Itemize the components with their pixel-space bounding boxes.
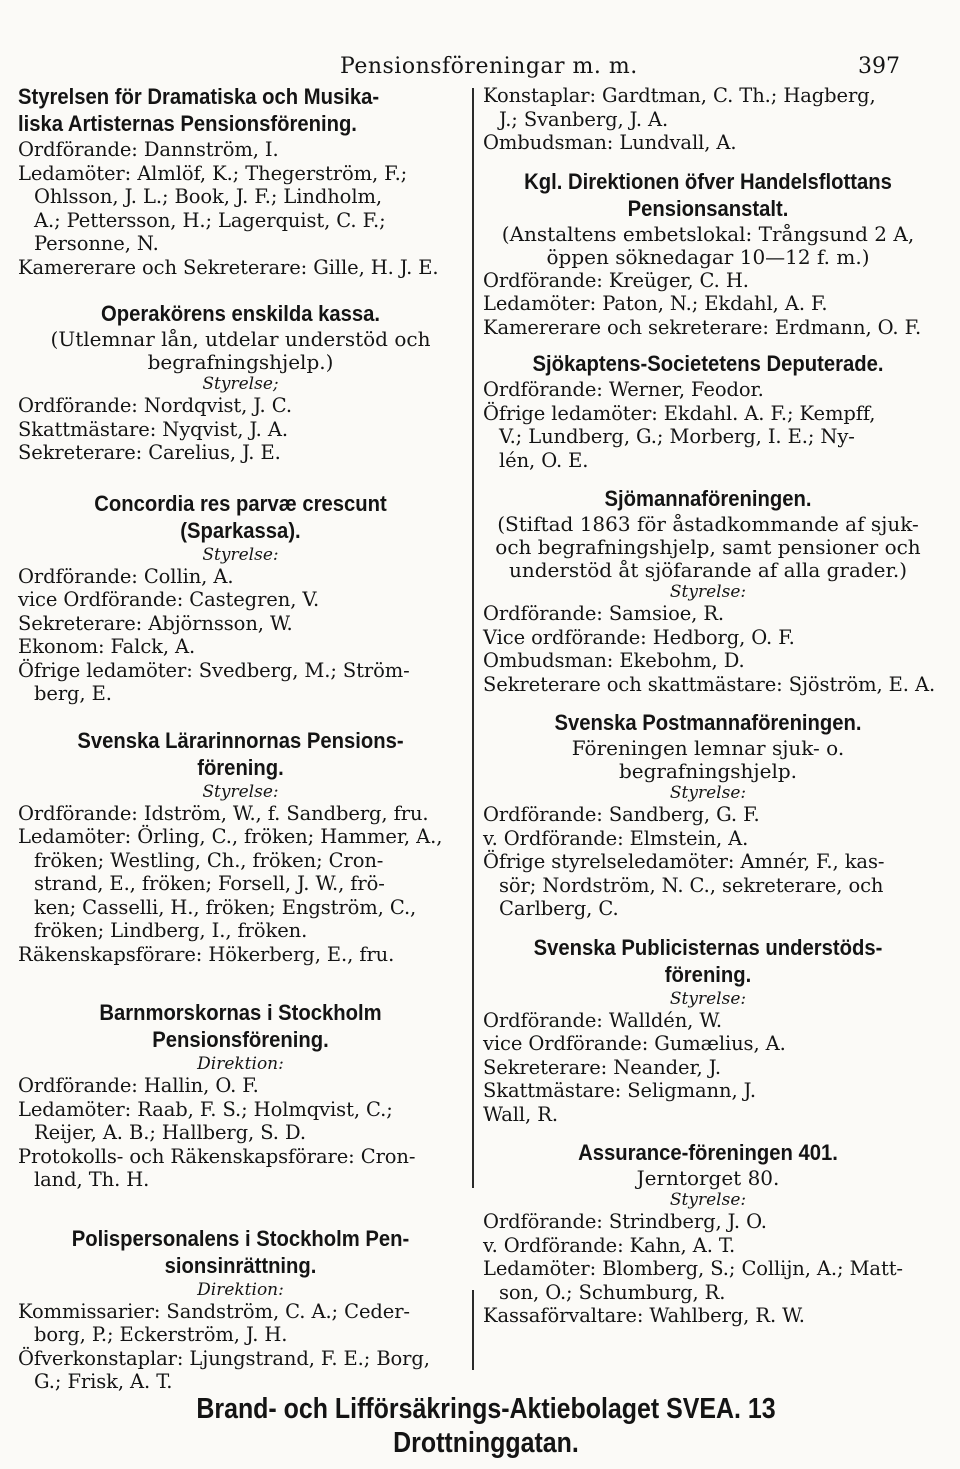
entry-note: Föreningen lemnar sjuk- o. begrafningshjelp. xyxy=(571,736,845,783)
entry-line: v. Ordförande: Kahn, A. T. xyxy=(483,1233,736,1257)
entry-line: Kassaförvaltare: Wahlberg, R. W. xyxy=(483,1304,805,1327)
entry-heading: (Sparkassa). xyxy=(180,517,301,543)
entry-block xyxy=(483,935,933,1127)
entry-block xyxy=(18,1226,463,1394)
entry-heading: Pensionsförening. xyxy=(152,1027,329,1052)
entry-line: land, Th. H. xyxy=(34,1168,150,1191)
entry-line: vice Ordförande: Castegren, V. xyxy=(18,588,320,611)
entry-block xyxy=(18,1000,463,1192)
entry-heading: Svenska Postmannaföreningen. xyxy=(554,710,862,735)
entry-line: G.; Frisk, A. T. xyxy=(34,1370,173,1393)
entry-line: Ordförande: Idström, W., f. Sandberg, fru. xyxy=(18,801,429,825)
board-label: Styrelse: xyxy=(669,783,747,803)
entry-line: Ledamöter: Paton, N.; Ekdahl, A. F. xyxy=(483,292,828,315)
entry-block xyxy=(483,486,936,696)
running-title: Pensionsföreningar m. m. xyxy=(340,54,638,79)
entry-line: Öfrige ledamöter: Ekdahl. A. F.; Kempff, xyxy=(483,401,876,425)
entry-block xyxy=(18,301,463,465)
entry-note: och begrafningshjelp, samt pensioner och xyxy=(495,535,921,559)
entry-line: sör; Nordström, N. C., sekreterare, och xyxy=(499,873,884,897)
entry-line: Ledamöter: Örling, C., fröken; Hammer, A., xyxy=(18,825,443,848)
entry-line: Ordförande: Hallin, O. F. xyxy=(18,1074,259,1097)
entry-line: Sekreterare: Abjörnsson, W. xyxy=(18,611,293,635)
entry-line: Ombudsman: Ekebohm, D. xyxy=(483,649,745,672)
entry-line: Sekreterare: Neander, J. xyxy=(483,1055,722,1079)
entry-line: Ledamöter: Almlöf, K.; Thegerström, F.; xyxy=(18,161,408,185)
entry-line: Protokolls- och Räkenskapsförare: Cron- xyxy=(18,1144,416,1168)
page-header xyxy=(0,48,960,82)
entry-line: lén, O. E. xyxy=(499,448,589,472)
entry-line: berg, E. xyxy=(34,682,112,705)
entry-line: A.; Pettersson, H.; Lagerquist, C. F.; xyxy=(34,208,386,232)
entry-note: (Utlemnar lån, utdelar understöd och xyxy=(50,327,431,351)
entry-line: Kommissarier: Sandström, C. A.; Ceder- xyxy=(18,1299,410,1323)
entry-line: Konstaplar: Gardtman, C. Th.; Hagberg, xyxy=(483,84,876,107)
entry-heading: Operakörens enskilda kassa. xyxy=(100,301,381,326)
entry-line: Ledamöter: Blomberg, S.; Collijn, A.; Matt- xyxy=(483,1257,903,1280)
entry-line: Ombudsman: Lundvall, A. xyxy=(483,131,737,154)
board-label: Styrelse: xyxy=(669,988,747,1009)
entry-line: Öfverkonstaplar: Ljungstrand, F. E.; Borg, xyxy=(18,1346,430,1370)
entry-line: borg, P.; Eckerström, J. H. xyxy=(34,1323,288,1346)
entry-block xyxy=(483,84,933,155)
entry-note: Jerntorget 80. xyxy=(636,1166,780,1190)
entry-line: Kamererare och Sekreterare: Gille, H. J. E. xyxy=(18,255,439,279)
entry-heading: Svenska Publicisternas understöds- xyxy=(533,934,883,960)
entry-line: Ordförande: Strindberg, J. O. xyxy=(483,1210,767,1233)
entry-heading: liska Artisternas Pensionsförening. xyxy=(18,111,357,136)
entry-line: Ordförande: Dannström, I. xyxy=(18,138,279,161)
entry-line: Personne, N. xyxy=(34,232,159,255)
entry-line: Sekreterare och skattmästare: Sjöström, E. A. xyxy=(483,672,936,696)
entry-heading: Styrelsen för Dramatiska och Musika- xyxy=(18,84,380,109)
entry-block xyxy=(18,728,463,967)
column-divider-lower xyxy=(472,1290,474,1370)
entry-line: Ohlsson, J. L.; Book, J. F.; Lindholm, xyxy=(34,185,382,208)
entry-line: Ordförande: Samsioe, R. xyxy=(483,602,725,625)
entry-line: son, O.; Schumburg, R. xyxy=(499,1280,726,1304)
entry-block xyxy=(483,1140,933,1328)
board-label: Styrelse: xyxy=(202,781,279,802)
entry-line: fröken; Westling, Ch., fröken; Cron- xyxy=(34,848,384,872)
entry-line: Ekonom: Falck, A. xyxy=(18,635,196,658)
entry-line: Vice ordförande: Hedborg, O. F. xyxy=(483,625,795,649)
column-divider xyxy=(472,88,474,1188)
entry-note: understöd åt sjöfarande af alla grader.) xyxy=(508,558,908,582)
entry-heading: Sjökaptens-Societetens Deputerade. xyxy=(532,351,884,376)
entry-block xyxy=(483,710,933,921)
entry-line: Sekreterare: Carelius, J. E. xyxy=(18,441,281,464)
entry-line: v. Ordförande: Elmstein, A. xyxy=(483,826,749,850)
entry-line: Ordförande: Collin, A. xyxy=(18,564,234,588)
entry-line: fröken; Lindberg, I., fröken. xyxy=(34,919,308,942)
entry-block xyxy=(483,169,933,340)
entry-line: Ordförande: Werner, Feodor. xyxy=(483,378,764,401)
entry-block xyxy=(483,351,933,472)
board-label: Direktion: xyxy=(197,1054,284,1074)
entry-heading: Pensionsanstalt. xyxy=(627,195,789,221)
entry-heading: Sjömannaföreningen. xyxy=(604,486,812,511)
left-column xyxy=(18,84,463,1402)
board-label: Direktion: xyxy=(197,1279,284,1300)
entry-heading: förening. xyxy=(197,754,284,780)
entry-line: Skattmästare: Nyqvist, J. A. xyxy=(18,417,288,441)
entry-line: Ordförande: Sandberg, G. F. xyxy=(483,803,760,826)
entry-line: Ledamöter: Raab, F. S.; Holmqvist, C.; xyxy=(18,1097,393,1121)
entry-line: Skattmästare: Seligmann, J. xyxy=(483,1079,756,1102)
entry-heading: sionsinrättning. xyxy=(164,1252,317,1278)
board-label: Styrelse; xyxy=(202,374,279,394)
entry-heading: Assurance-föreningen 401. xyxy=(578,1140,838,1165)
entry-block xyxy=(18,84,463,279)
entry-heading: förening. xyxy=(664,961,752,987)
entry-heading: Polispersonalens i Stockholm Pen- xyxy=(71,1225,410,1251)
entry-line: Räkenskapsförare: Hökerberg, E., fru. xyxy=(18,942,395,966)
entry-line: Wall, R. xyxy=(483,1102,558,1126)
entry-line: Carlberg, C. xyxy=(499,897,619,920)
board-label: Styrelse: xyxy=(669,582,747,602)
entry-block xyxy=(18,491,463,706)
entry-heading: Kgl. Direktionen öfver Handelsflottans xyxy=(524,168,892,194)
entry-line: Öfrige styrelseledamöter: Amnér, F., kas- xyxy=(483,850,885,873)
board-label: Styrelse: xyxy=(202,544,279,565)
entry-line: V.; Lundberg, G.; Morberg, I. E.; Ny- xyxy=(499,425,855,448)
entry-heading: Barnmorskornas i Stockholm xyxy=(99,1000,382,1025)
entry-line: vice Ordförande: Gumælius, A. xyxy=(483,1032,786,1055)
entry-note: (Anstaltens embetslokal: Trångsund 2 A, xyxy=(501,221,915,246)
board-label: Styrelse: xyxy=(669,1190,747,1210)
entry-line: Öfrige ledamöter: Svedberg, M.; Ström- xyxy=(18,658,410,682)
entry-line: Ordförande: Kreüger, C. H. xyxy=(483,268,749,292)
entry-note: (Stiftad 1863 för åstadkommande af sjuk- xyxy=(497,512,919,536)
entry-line: Kamererare och sekreterare: Erdmann, O. F. xyxy=(483,315,922,339)
entry-line: Ordförande: Nordqvist, J. C. xyxy=(18,394,292,417)
entry-line: strand, E., fröken; Forsell, J. W., frö- xyxy=(34,872,385,895)
entry-line: Ordförande: Walldén, W. xyxy=(483,1008,723,1032)
entry-heading: Svenska Lärarinnornas Pensions- xyxy=(77,727,404,753)
entry-note: öppen söknedagar 10—12 f. m.) xyxy=(546,244,870,269)
entry-heading: Concordia res parvæ crescunt xyxy=(94,490,387,516)
entry-line: Reijer, A. B.; Hallberg, S. D. xyxy=(34,1121,306,1144)
page-number: 397 xyxy=(858,54,900,79)
footer-advertisement: Brand- och Lifförsäkrings-Aktiebolaget SVEA. 13 Drottninggatan. xyxy=(196,1393,776,1459)
right-column xyxy=(483,84,936,1336)
entry-line: J.; Svanberg, J. A. xyxy=(499,107,669,131)
entry-note: begrafningshjelp.) xyxy=(147,350,334,374)
entry-line: ken; Casselli, H., fröken; Engström, C., xyxy=(34,895,417,919)
